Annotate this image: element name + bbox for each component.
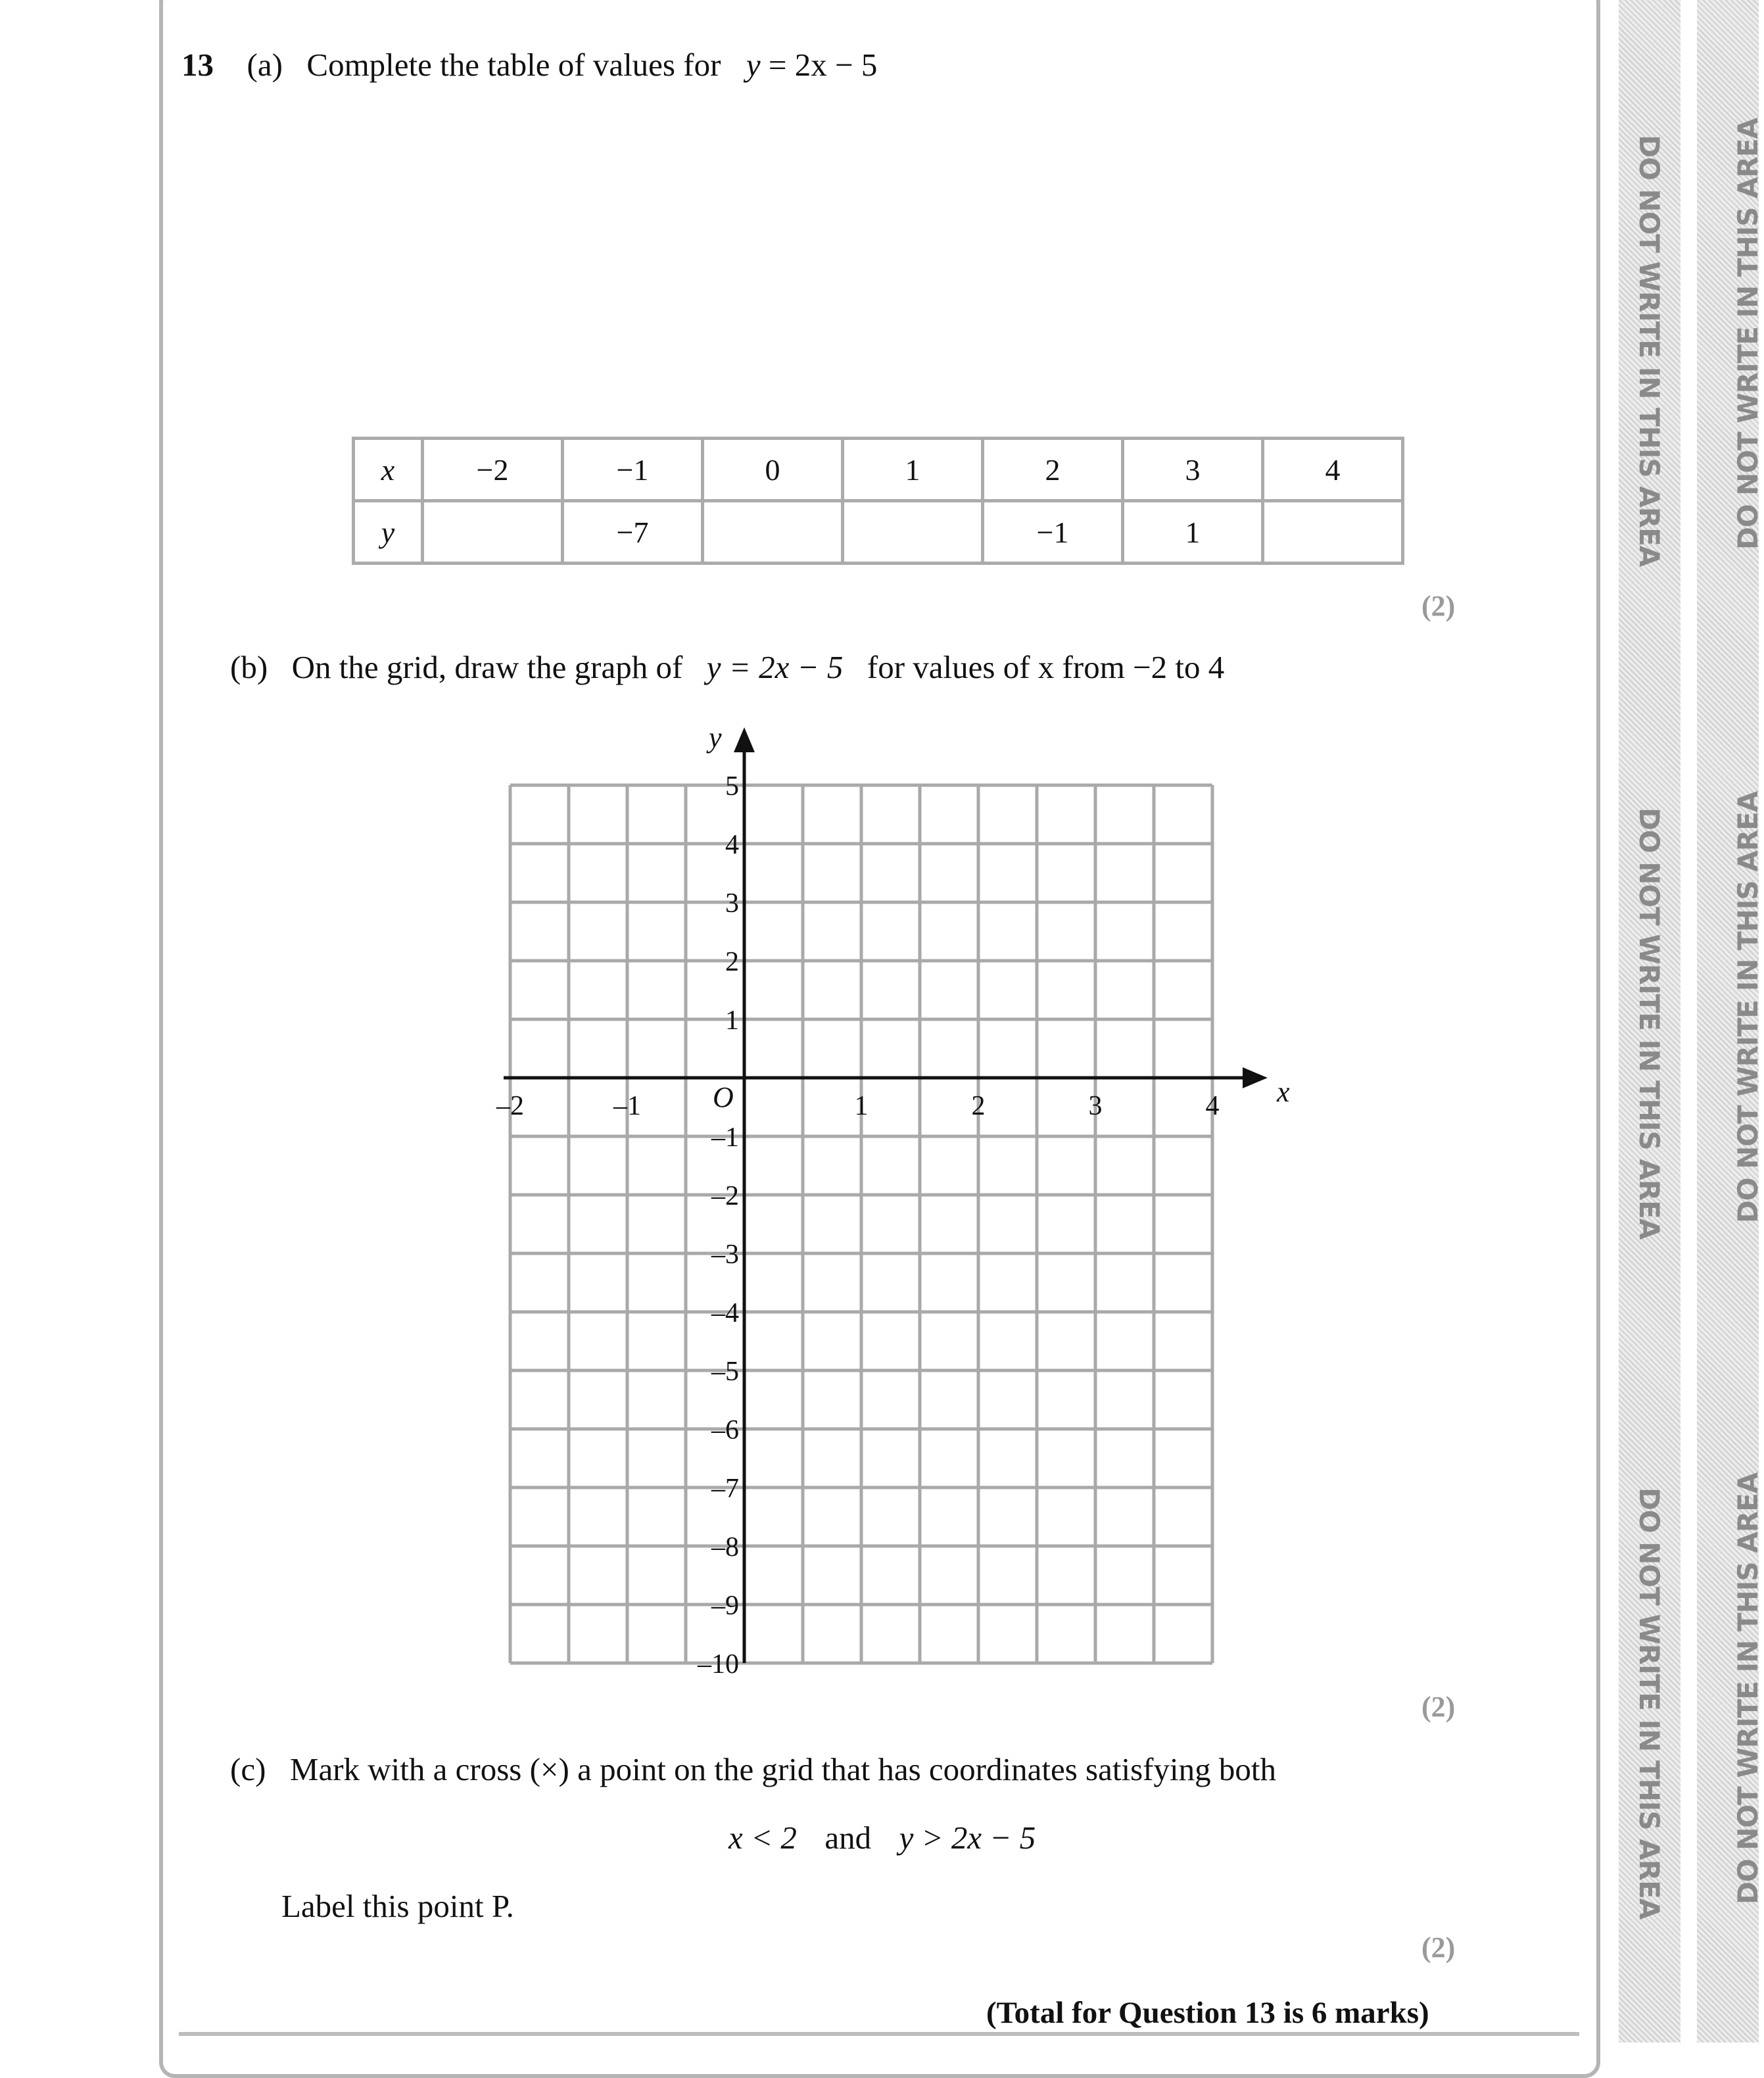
x-tick-label: 2	[971, 1091, 986, 1121]
y-tick-label: –1	[711, 1123, 739, 1153]
table-cell-y: −1	[983, 501, 1123, 564]
y-tick-label: 3	[725, 888, 739, 919]
y-tick-label: 4	[725, 830, 739, 860]
part-a-marks: (2)	[1421, 590, 1456, 622]
table-cell-y: −7	[563, 501, 703, 564]
y-tick-label: 1	[725, 1005, 739, 1036]
x-axis-arrow	[1243, 1067, 1268, 1088]
origin-label: O	[713, 1081, 734, 1113]
part-c-label-instruction: Label this point P.	[281, 1888, 514, 1924]
part-b-text-after: for values of x from −2 to 4	[867, 649, 1225, 685]
margin-warning: DO NOT WRITE IN THIS AREA	[1633, 808, 1665, 1240]
margin-warning: DO NOT WRITE IN THIS AREA	[1633, 1487, 1665, 1920]
table-cell-x: 1	[843, 439, 983, 501]
part-a-text: Complete the table of values for	[306, 47, 721, 83]
y-tick-label: –3	[711, 1240, 739, 1270]
table-cell-x: 2	[983, 439, 1123, 501]
y-tick-label: –7	[711, 1474, 739, 1504]
y-tick-label: –2	[711, 1181, 739, 1211]
table-cell-x: −2	[423, 439, 563, 501]
x-tick-label: –2	[496, 1091, 524, 1121]
x-tick-label: 4	[1205, 1091, 1220, 1121]
condition-conjunction: and	[824, 1820, 872, 1856]
table-cell-x: 3	[1123, 439, 1263, 501]
bottom-rule	[179, 2032, 1579, 2036]
part-b-marks: (2)	[1421, 1691, 1456, 1723]
margin-warning: DO NOT WRITE IN THIS AREA	[1732, 118, 1764, 550]
y-tick-label: 5	[725, 771, 739, 802]
y-tick-label: 2	[725, 947, 739, 977]
question-number: 13	[181, 47, 214, 83]
margin-warning: DO NOT WRITE IN THIS AREA	[1732, 1472, 1764, 1904]
table-header-x: x	[354, 439, 423, 501]
y-tick-label: –8	[711, 1532, 739, 1562]
part-b-label: (b)	[230, 649, 268, 685]
y-tick-label: –9	[711, 1591, 739, 1621]
y-axis-arrow	[734, 727, 755, 752]
part-c-text: Mark with a cross (×) a point on the grid that has coordinates satisfying both	[289, 1751, 1276, 1787]
condition-2: y > 2x − 5	[899, 1820, 1036, 1856]
part-a-equation-rest: = 2x − 5	[760, 47, 878, 83]
part-b-text-before: On the grid, draw the graph of	[291, 649, 683, 685]
part-c-conditions	[728, 1819, 1036, 1856]
question-total: (Total for Question 13 is 6 marks)	[986, 1996, 1429, 2030]
part-a-equation-y: y	[746, 47, 761, 83]
table-cell-x: 4	[1263, 439, 1403, 501]
table-header-y: y	[354, 501, 423, 564]
part-c-label: (c)	[230, 1751, 266, 1787]
x-tick-label: 1	[854, 1091, 869, 1121]
part-a-label: (a)	[247, 47, 283, 83]
y-axis-label: y	[709, 721, 722, 754]
y-tick-label: –6	[711, 1415, 739, 1445]
y-tick-label: –5	[711, 1357, 739, 1387]
condition-1: x < 2	[728, 1820, 797, 1856]
part-c-marks: (2)	[1421, 1931, 1456, 1964]
table-cell-x: 0	[703, 439, 843, 501]
table-cell-x: −1	[563, 439, 703, 501]
part-b-equation: y = 2x − 5	[706, 649, 844, 685]
x-axis-label: x	[1277, 1076, 1290, 1108]
margin-warning: DO NOT WRITE IN THIS AREA	[1633, 135, 1665, 567]
part-c-question	[230, 1751, 1276, 1788]
x-tick-label: 3	[1088, 1091, 1103, 1121]
y-tick-label: –4	[711, 1298, 739, 1328]
table-cell-y: 1	[1123, 501, 1263, 564]
margin-warning: DO NOT WRITE IN THIS AREA	[1732, 791, 1764, 1223]
x-tick-label: –1	[613, 1091, 641, 1121]
y-tick-label: –10	[698, 1649, 739, 1679]
